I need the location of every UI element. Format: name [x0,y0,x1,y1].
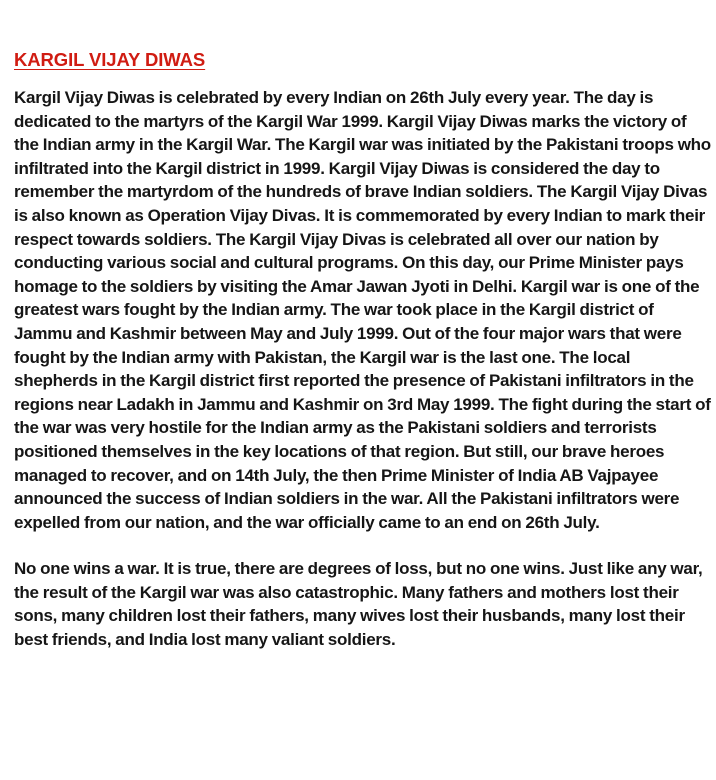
document [14,48,714,652]
document-title: KARGIL VIJAY DIWAS [14,49,206,70]
paragraph-1: Kargil Vijay Diwas is celebrated by every Indian on 26th July every year. The day is dedicated to the martyrs of the Kargil War 1999. Kargil Vijay Diwas marks the victory of the Indian army in the Kargil War. The Kargil war was initiated by the Pakistani troops who infiltrated into the Kargil district in 1999. Kargil Vijay Diwas is considered the day to remember the martyrdom of the hundreds of brave Indian soldiers. The Kargil Vijay Divas is also known as Operation Vijay Divas. It is commemorated by every Indian to mark their respect towards soldiers. The Kargil Vijay Divas is celebrated all over our nation by conducting various social and cultural programs. On this day, our Prime Minister pays homage to the soldiers by visiting the Amar Jawan Jyoti in Delhi. Kargil war is one of the greatest wars fought by the Indian army. The war took place in the Kargil district of Jammu and Kashmir between May and July 1999. Out of the four major wars that were fought by the Indian army with Pakistan, the Kargil war is the last one. The local shepherds in the Kargil district first reported the presence of Pakistani infiltrators in the regions near Ladakh in Jammu and Kashmir on 3rd May 1999. The fight during the start of the war was very hostile for the Indian army as the Pakistani soldiers and terrorists positioned themselves in the key locations of that region. But still, our brave heroes managed to recover, and on 14th July, the then Prime Minister of India AB Vajpayee announced the success of Indian soldiers in the war. All the Pakistani infiltrators were expelled from our nation, and the war officially came to an end on 26th July. [14,88,711,532]
paragraph-2: No one wins a war. It is true, there are degrees of loss, but no one wins. Just like any war, the result of the Kargil war was also catastrophic. Many fathers and mothers lost their sons, many children lost their fathers, many wives lost their husbands, many lost their best friends, and India lost many valiant soldiers. [14,559,703,650]
